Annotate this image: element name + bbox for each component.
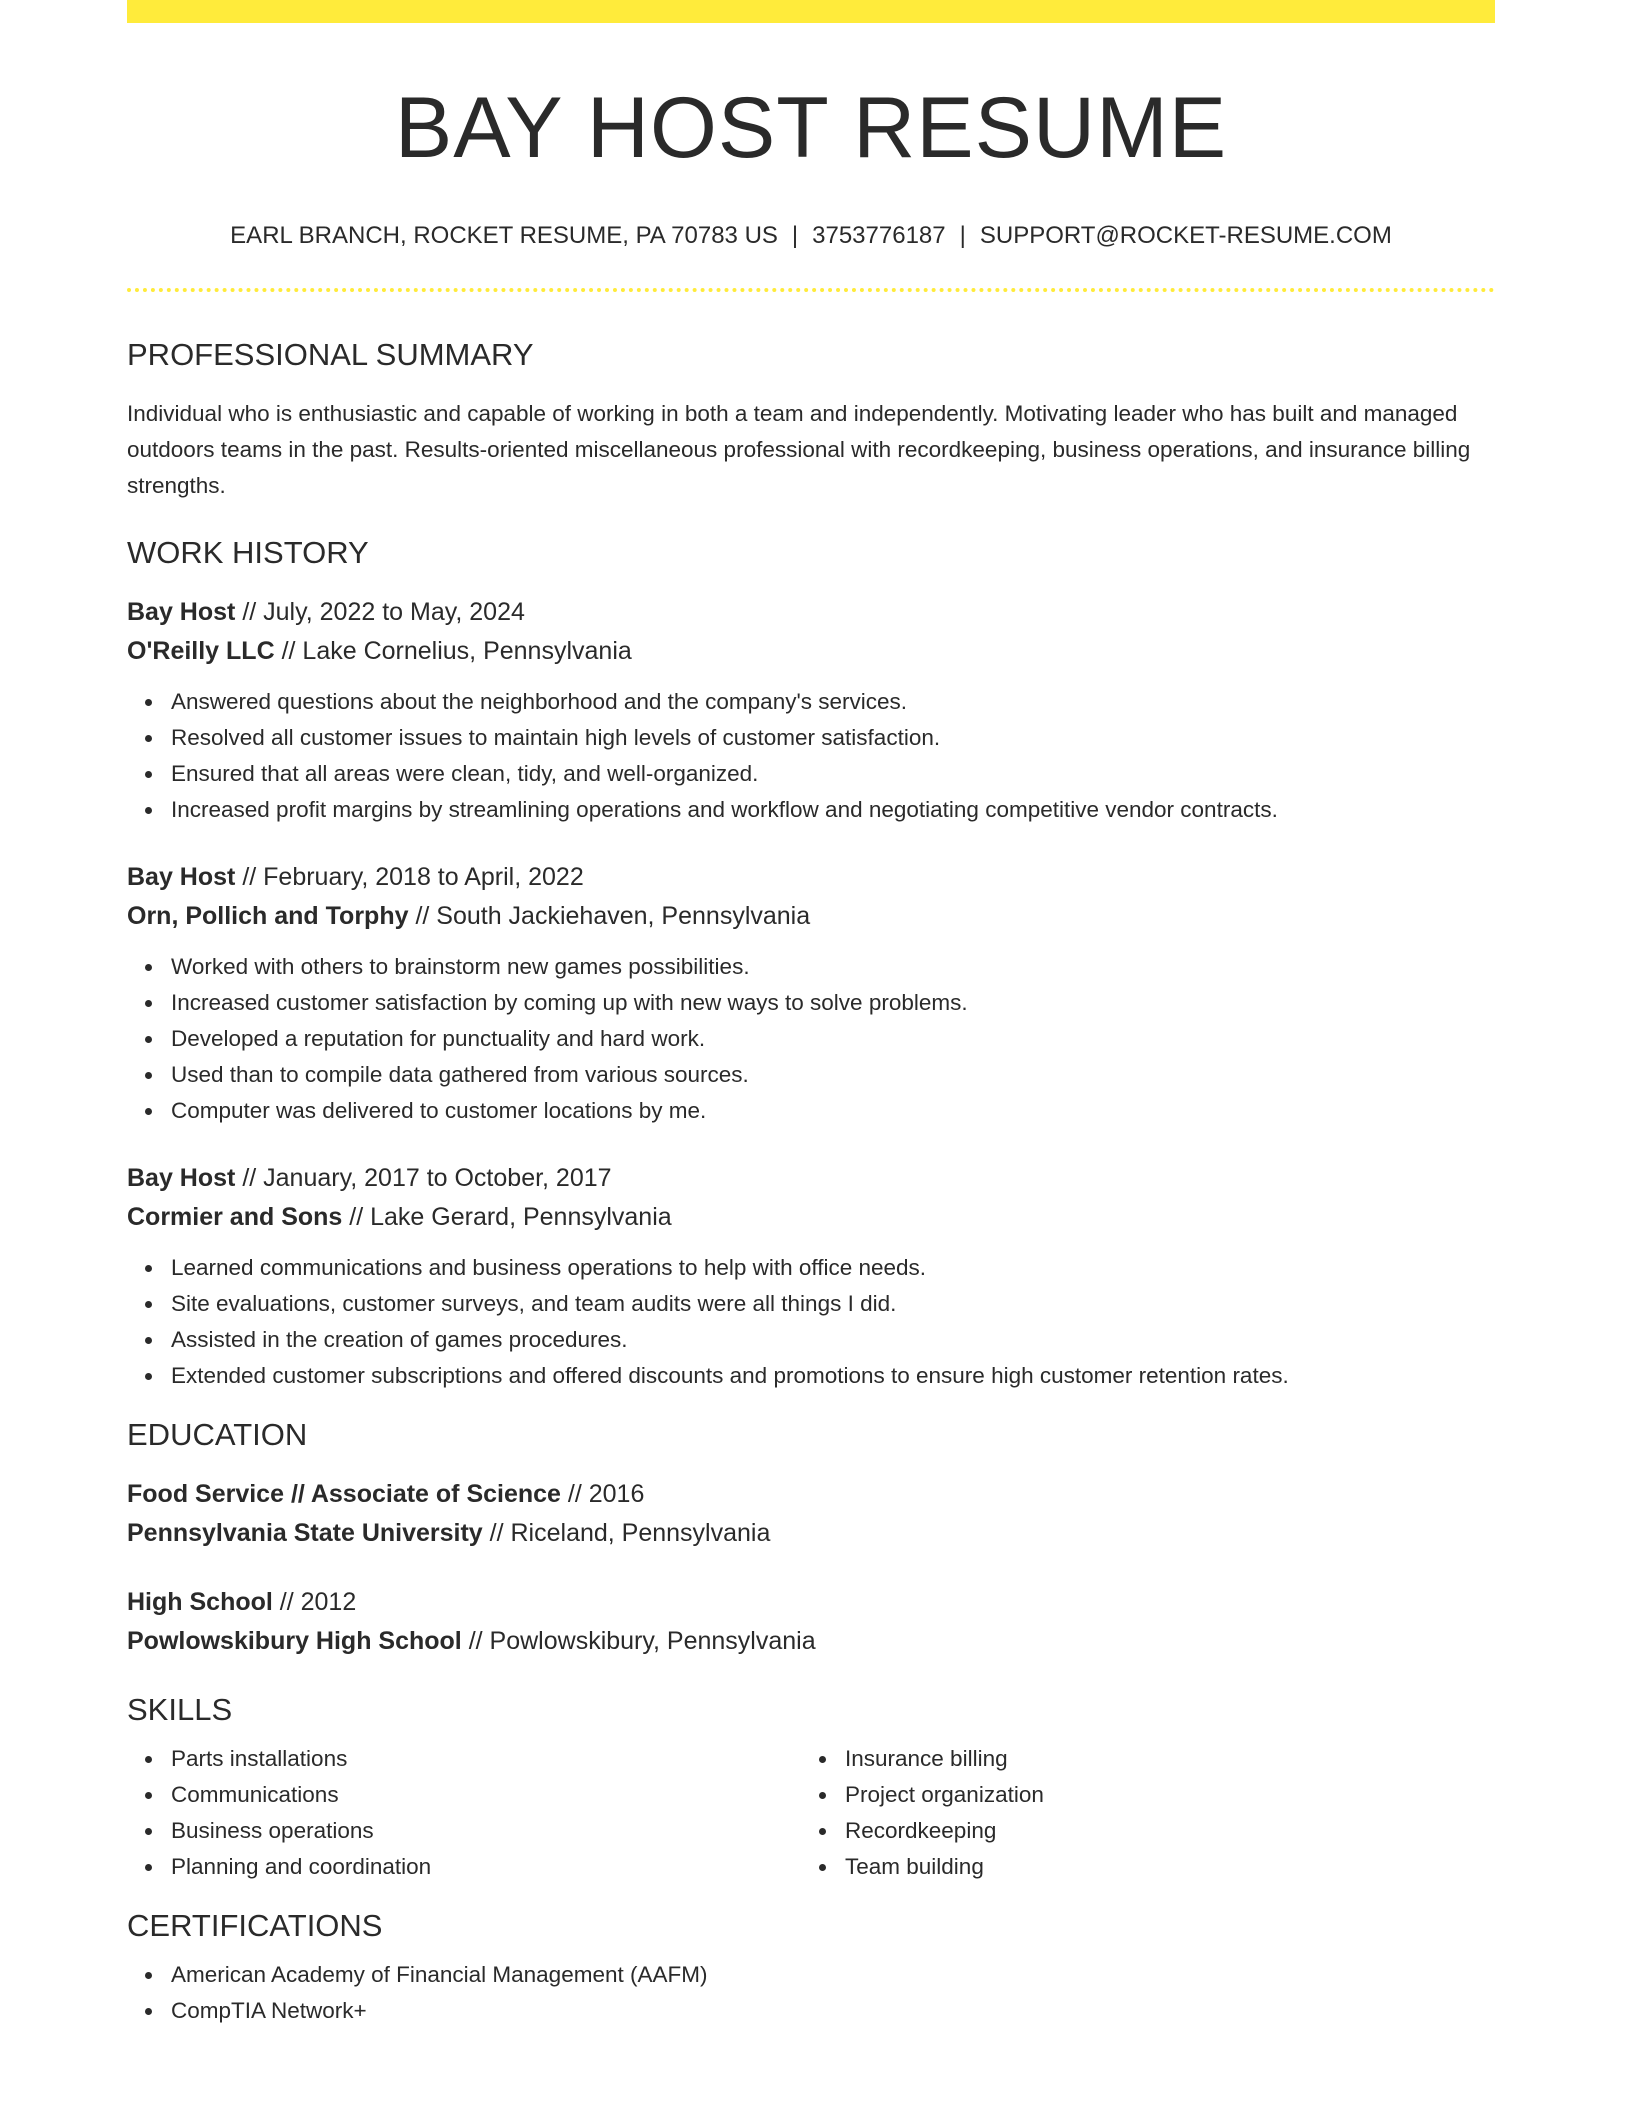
contact-email: SUPPORT@ROCKET-RESUME.COM	[979, 221, 1392, 249]
contact-address: EARL BRANCH, ROCKET RESUME, PA 70783 US	[230, 221, 778, 249]
job-role: Bay Host	[127, 1163, 236, 1192]
job-role: Bay Host	[127, 597, 236, 626]
education-location: // Powlowskibury, Pennsylvania	[461, 1626, 816, 1655]
job-duties	[127, 1250, 1495, 1394]
job-company-line	[127, 1198, 1495, 1237]
job-duty: Answered questions about the neighborhood and the company's services.	[171, 684, 1495, 720]
job-dates: // January, 2017 to October, 2017	[235, 1163, 612, 1192]
education-heading: EDUCATION	[127, 1416, 308, 1452]
summary-text: Individual who is enthusiastic and capable of working in both a team and independently. Motivating leader who has built and managed outdoors teams in the past. Results-oriented miscellaneous professional with recordkeeping, business operations, and insurance billing strengths.	[127, 400, 1471, 498]
job-duty: Used than to compile data gathered from various sources.	[171, 1057, 1495, 1093]
skill-item: Recordkeeping	[845, 1813, 1445, 1849]
skill-item: Communications	[171, 1777, 801, 1813]
education-location: // Riceland, Pennsylvania	[482, 1518, 771, 1547]
education-school: Powlowskibury High School	[127, 1626, 462, 1655]
job-duty: Ensured that all areas were clean, tidy, and well-organized.	[171, 756, 1495, 792]
certifications-list	[127, 1957, 1495, 2029]
job-company-line	[127, 632, 1495, 671]
education-degree: High School	[127, 1587, 273, 1616]
contact-separator: |	[959, 221, 966, 249]
job-duty: Site evaluations, customer surveys, and team audits were all things I did.	[171, 1286, 1495, 1322]
job-location: // South Jackiehaven, Pennsylvania	[408, 901, 811, 930]
skill-item: Planning and coordination	[171, 1849, 801, 1885]
job-duty: Worked with others to brainstorm new games possibilities.	[171, 949, 1495, 985]
job-role-line	[127, 858, 1495, 897]
certifications-heading: CERTIFICATIONS	[127, 1908, 383, 1944]
job-company-line	[127, 897, 1495, 936]
job-role-line	[127, 593, 1495, 632]
job-company: Orn, Pollich and Torphy	[127, 901, 409, 930]
job-location: // Lake Gerard, Pennsylvania	[342, 1202, 672, 1231]
job-duty: Increased customer satisfaction by coming up with new ways to solve problems.	[171, 985, 1495, 1021]
skills-grid	[127, 1741, 1495, 1885]
skill-item: Business operations	[171, 1813, 801, 1849]
job-dates: // July, 2022 to May, 2024	[235, 597, 525, 626]
accent-bar	[127, 0, 1495, 23]
skill-item: Project organization	[845, 1777, 1445, 1813]
certification-item: American Academy of Financial Management (AAFM)	[171, 1957, 1495, 1993]
resume-title: BAY HOST RESUME	[394, 80, 1228, 176]
education-entry	[127, 1475, 1495, 1553]
skill-item: Team building	[845, 1849, 1445, 1885]
contact-phone: 3753776187	[812, 221, 946, 249]
job-duty: Developed a reputation for punctuality and hard work.	[171, 1021, 1495, 1057]
education-degree: Food Service // Associate of Science	[127, 1479, 561, 1508]
job-company: O'Reilly LLC	[127, 636, 275, 665]
job-duties	[127, 684, 1495, 828]
education-year: // 2012	[272, 1587, 357, 1616]
job-entry	[127, 858, 1495, 1129]
skills-column-left	[127, 1741, 801, 1885]
job-dates: // February, 2018 to April, 2022	[235, 862, 584, 891]
job-duty: Resolved all customer issues to maintain high levels of customer satisfaction.	[171, 720, 1495, 756]
job-duties	[127, 949, 1495, 1129]
job-location: // Lake Cornelius, Pennsylvania	[274, 636, 632, 665]
education-year: // 2016	[560, 1479, 645, 1508]
contact-line	[127, 222, 1495, 251]
skill-item: Parts installations	[171, 1741, 801, 1777]
summary-heading: PROFESSIONAL SUMMARY	[127, 337, 534, 373]
skill-item: Insurance billing	[845, 1741, 1445, 1777]
job-duty: Assisted in the creation of games procedures.	[171, 1322, 1495, 1358]
job-role: Bay Host	[127, 862, 236, 891]
job-duty: Learned communications and business operations to help with office needs.	[171, 1250, 1495, 1286]
skills-heading: SKILLS	[127, 1691, 233, 1727]
education-entry	[127, 1583, 1495, 1661]
certification-item: CompTIA Network+	[171, 1993, 1495, 2029]
job-duty: Computer was delivered to customer locations by me.	[171, 1093, 1495, 1129]
job-company: Cormier and Sons	[127, 1202, 343, 1231]
contact-separator: |	[791, 221, 799, 249]
education-school-line	[127, 1622, 1495, 1661]
job-duty: Extended customer subscriptions and offered discounts and promotions to ensure high customer retention rates.	[171, 1358, 1495, 1394]
job-entry	[127, 593, 1495, 828]
education-degree-line	[127, 1583, 1495, 1622]
education-degree-line	[127, 1475, 1495, 1514]
education-school-line	[127, 1514, 1495, 1553]
work-history-heading: WORK HISTORY	[127, 534, 369, 570]
dotted-divider	[127, 288, 1495, 292]
resume-page	[127, 0, 1495, 2029]
job-duty: Increased profit margins by streamlining operations and workflow and negotiating competitive vendor contracts.	[171, 792, 1495, 828]
skills-column-right	[801, 1741, 1445, 1885]
education-school: Pennsylvania State University	[127, 1518, 483, 1547]
job-entry	[127, 1159, 1495, 1394]
job-role-line	[127, 1159, 1495, 1198]
